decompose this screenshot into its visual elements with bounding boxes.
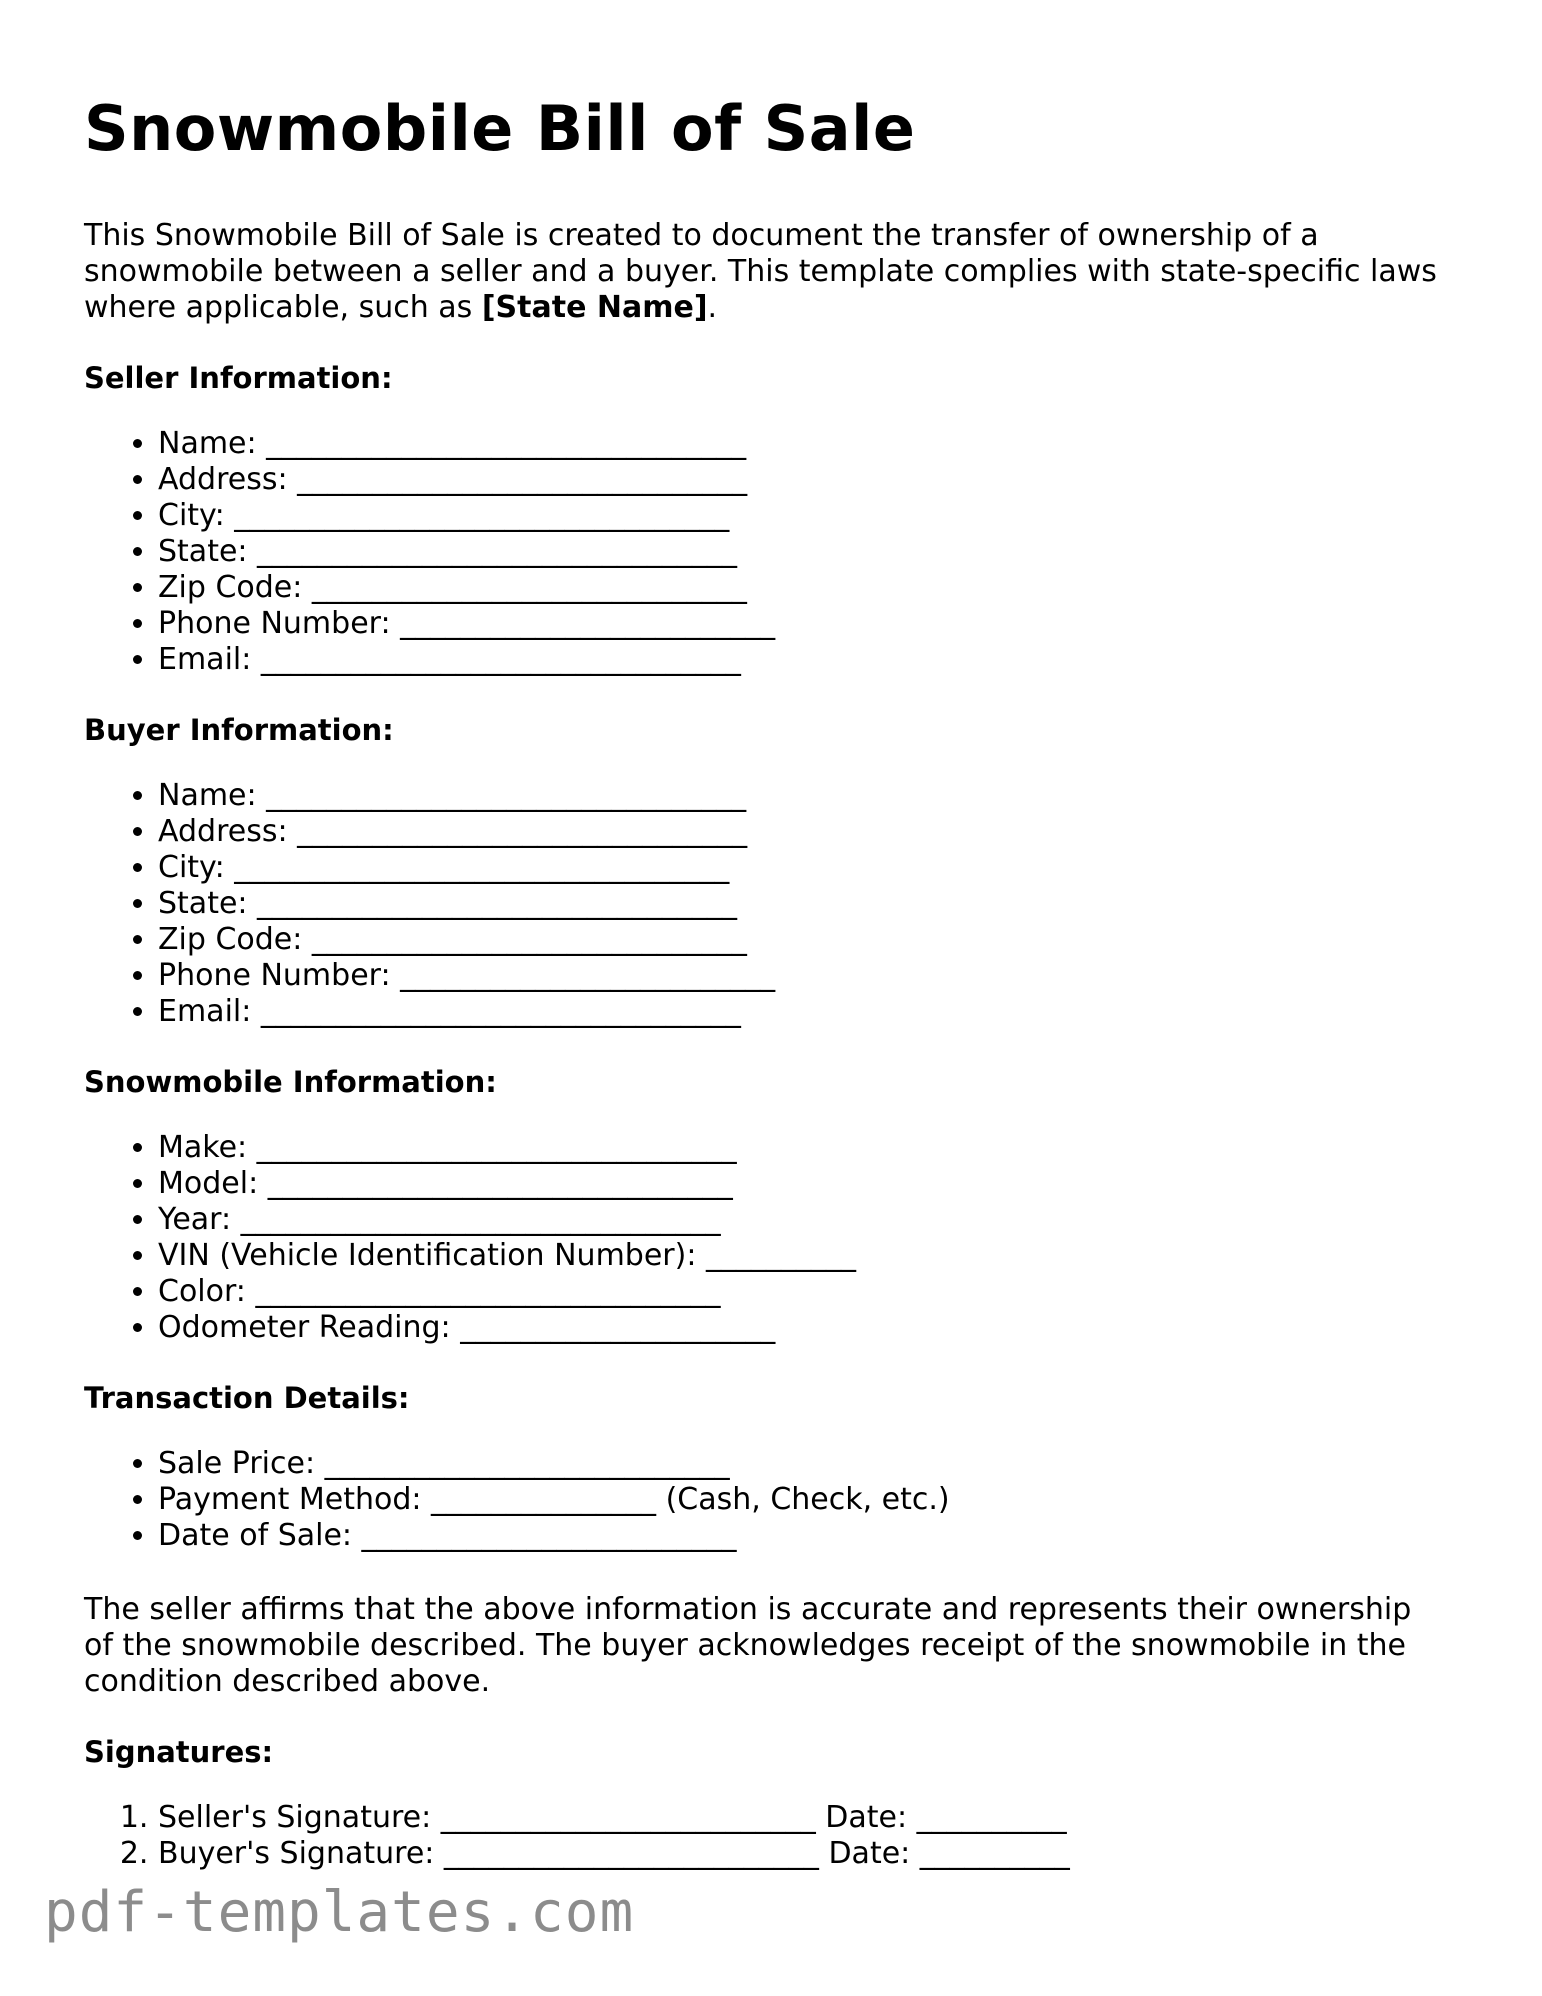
intro-text-end: . — [707, 290, 718, 326]
seller-address-field[interactable]: • Address: ______________________________ — [158, 462, 1464, 498]
seller-phone-field[interactable]: • Phone Number: _________________________ — [158, 606, 1464, 642]
date-of-sale-field[interactable]: • Date of Sale: _________________________ — [158, 1518, 1464, 1554]
intro-paragraph — [84, 218, 1444, 326]
signatures-heading: Signatures: — [84, 1735, 274, 1770]
buyer-state-field[interactable]: • State: ________________________________ — [158, 886, 1464, 922]
buyer-email-field[interactable]: • Email: ________________________________ — [158, 994, 1464, 1030]
seller-email-field[interactable]: • Email: ________________________________ — [158, 642, 1464, 678]
seller-state-field[interactable]: • State: ________________________________ — [158, 534, 1464, 570]
snowmobile-model-field[interactable]: • Model: _______________________________ — [158, 1166, 1464, 1202]
affirmation-paragraph: The seller affirms that the above information is accurate and represents their ownership of the snowmobile described. The buyer acknowledges receipt of the snowmobile in the condition described above. — [84, 1592, 1412, 1700]
seller-name-field[interactable]: • Name: ________________________________ — [158, 426, 1464, 462]
buyer-heading: Buyer Information: — [84, 713, 394, 748]
buyer-signature-line[interactable]: 2. Buyer's Signature: _________________________ Date: __________ — [158, 1836, 1464, 1872]
buyer-name-field[interactable]: • Name: ________________________________ — [158, 778, 1464, 814]
document-title: Snowmobile Bill of Sale — [84, 92, 916, 165]
seller-signature-line[interactable]: 1. Seller's Signature: _________________________ Date: __________ — [158, 1800, 1464, 1836]
sale-price-field[interactable]: • Sale Price: ___________________________ — [158, 1446, 1464, 1482]
buyer-field-list — [84, 778, 1464, 1030]
snowmobile-heading: Snowmobile Information: — [84, 1065, 497, 1100]
snowmobile-color-field[interactable]: • Color: _______________________________ — [158, 1274, 1464, 1310]
transaction-field-list — [84, 1446, 1464, 1554]
seller-city-field[interactable]: • City: _________________________________ — [158, 498, 1464, 534]
state-name-placeholder: [State Name] — [481, 290, 708, 326]
watermark: pdf-templates.com — [44, 1880, 635, 1945]
snowmobile-make-field[interactable]: • Make: ________________________________ — [158, 1130, 1464, 1166]
buyer-city-field[interactable]: • City: _________________________________ — [158, 850, 1464, 886]
buyer-phone-field[interactable]: • Phone Number: _________________________ — [158, 958, 1464, 994]
snowmobile-year-field[interactable]: • Year: ________________________________ — [158, 1202, 1464, 1238]
snowmobile-vin-field[interactable]: • VIN (Vehicle Identification Number): __________ — [158, 1238, 1464, 1274]
buyer-address-field[interactable]: • Address: ______________________________ — [158, 814, 1464, 850]
payment-method-field[interactable]: • Payment Method: _______________ (Cash, Check, etc.) — [158, 1482, 1464, 1518]
document-page — [84, 92, 1464, 1872]
snowmobile-odometer-field[interactable]: • Odometer Reading: _____________________ — [158, 1310, 1464, 1346]
seller-zip-field[interactable]: • Zip Code: _____________________________ — [158, 570, 1464, 606]
seller-field-list — [84, 426, 1464, 678]
transaction-heading: Transaction Details: — [84, 1381, 410, 1416]
intro-text: This Snowmobile Bill of Sale is created to document the transfer of ownership of a snowmobile between a seller and a buyer. This template complies with state-specific laws where applicable, such as — [84, 218, 1437, 326]
seller-heading: Seller Information: — [84, 361, 393, 396]
snowmobile-field-list — [84, 1130, 1464, 1346]
buyer-zip-field[interactable]: • Zip Code: _____________________________ — [158, 922, 1464, 958]
signature-list — [84, 1800, 1464, 1872]
